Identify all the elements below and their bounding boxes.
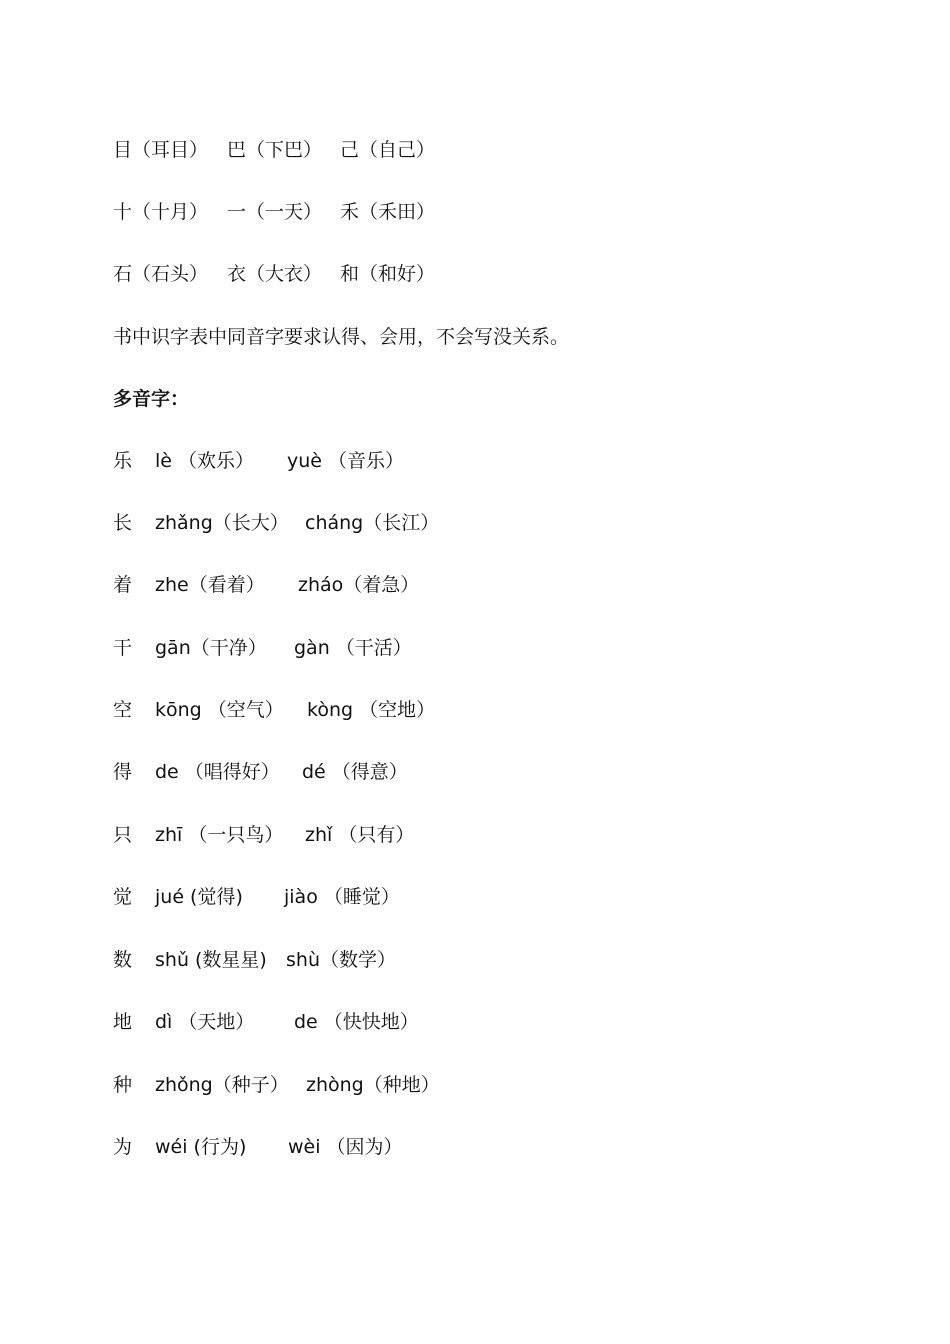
polyphone-row <box>113 820 415 850</box>
polyphone-reading-2: jiào （睡觉） <box>284 886 400 908</box>
pair-entry: 目（耳目） <box>113 139 209 161</box>
polyphone-reading-2: cháng（长江） <box>305 512 440 534</box>
polyphone-reading-1: kōng （空气） <box>155 699 284 721</box>
pair-entry: 十（十月） <box>113 201 209 223</box>
polyphone-reading-1: de （唱得好） <box>155 761 280 783</box>
polyphone-reading-2: zhǐ （只有） <box>305 824 415 846</box>
pair-entry: 石（石头） <box>113 263 209 285</box>
pair-entry: 禾（禾田） <box>340 201 436 223</box>
polyphone-reading-1: shǔ (数星星) <box>155 949 267 971</box>
polyphone-reading-2: yuè （音乐） <box>287 450 405 472</box>
polyphone-reading-1: gān（干净） <box>155 637 267 659</box>
polyphone-reading-2: gàn （干活） <box>294 637 412 659</box>
pair-entry: 和（和好） <box>340 263 436 285</box>
polyphone-char: 只 <box>113 824 133 846</box>
polyphone-reading-1: wéi (行为) <box>155 1136 247 1158</box>
pair-entry: 己（自己） <box>340 139 436 161</box>
polyphone-row <box>113 508 440 538</box>
polyphone-reading-2: shù（数学） <box>286 949 396 971</box>
polyphone-row <box>113 945 396 975</box>
polyphone-reading-1: zhǒng（种子） <box>155 1074 289 1096</box>
polyphone-char: 种 <box>113 1074 133 1096</box>
polyphone-char: 为 <box>113 1136 133 1158</box>
polyphone-char: 长 <box>113 512 133 534</box>
polyphone-reading-1: zhe（看着） <box>155 574 265 596</box>
polyphone-char: 觉 <box>113 886 133 908</box>
polyphone-reading-1: jué (觉得) <box>155 886 243 908</box>
pair-line <box>113 259 436 289</box>
pair-line <box>113 135 436 165</box>
polyphone-row <box>113 882 400 912</box>
polyphone-reading-2: de （快快地） <box>294 1011 419 1033</box>
polyphone-char: 干 <box>113 637 133 659</box>
polyphone-char: 地 <box>113 1011 133 1033</box>
polyphone-heading: 多音字： <box>113 388 190 410</box>
polyphone-reading-1: zhī （一只鸟） <box>155 824 284 846</box>
pair-entry: 衣（大衣） <box>227 263 323 285</box>
polyphone-reading-1: zhǎng（长大） <box>155 512 289 534</box>
polyphone-row <box>113 570 420 600</box>
polyphone-row <box>113 1007 419 1037</box>
polyphone-char: 数 <box>113 949 133 971</box>
pair-entry: 一（一天） <box>227 201 323 223</box>
polyphone-reading-2: wèi （因为） <box>288 1136 403 1158</box>
polyphone-row <box>113 1070 440 1100</box>
polyphone-reading-1: lè （欢乐） <box>155 450 255 472</box>
note-text: 书中识字表中同音字要求认得、会用，不会写没关系。 <box>113 326 570 348</box>
polyphone-row <box>113 695 436 725</box>
pair-entry: 巴（下巴） <box>227 139 323 161</box>
polyphone-reading-2: kòng （空地） <box>307 699 436 721</box>
polyphone-char: 空 <box>113 699 133 721</box>
polyphone-row <box>113 757 408 787</box>
polyphone-reading-2: zhòng（种地） <box>306 1074 440 1096</box>
polyphone-reading-2: dé （得意） <box>302 761 408 783</box>
polyphone-char: 乐 <box>113 450 133 472</box>
polyphone-row <box>113 633 412 663</box>
polyphone-reading-1: dì （天地） <box>155 1011 255 1033</box>
polyphone-char: 得 <box>113 761 133 783</box>
polyphone-char: 着 <box>113 574 133 596</box>
polyphone-reading-2: zháo（着急） <box>298 574 420 596</box>
polyphone-row <box>113 446 405 476</box>
pair-line <box>113 197 436 227</box>
polyphone-row <box>113 1132 403 1162</box>
